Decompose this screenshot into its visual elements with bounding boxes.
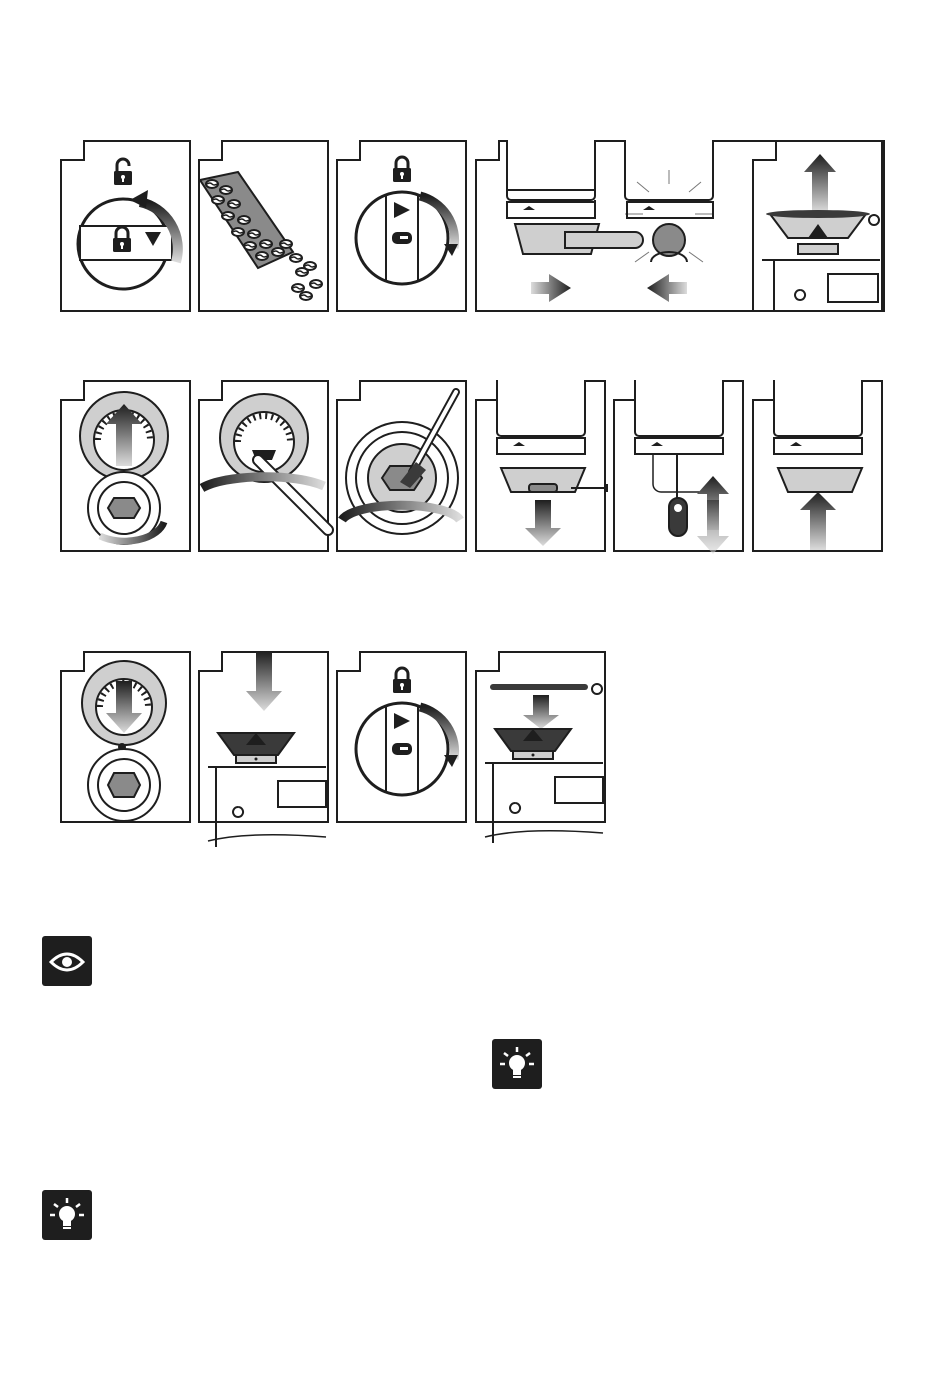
panel-insert-upper-burr: [60, 651, 191, 823]
panel-add-beans: [198, 140, 329, 312]
panel-replace-hopper: [198, 651, 329, 823]
lightbulb-icon: [492, 1039, 542, 1089]
panel-relock-dial: [336, 651, 467, 823]
eye-icon: [42, 936, 92, 986]
panel-replace-chute: [752, 380, 883, 552]
panel-remove-chute: [475, 380, 606, 552]
panel-lift-upper-burr: [60, 380, 191, 552]
panel-replace-lid: [475, 651, 606, 823]
lightbulb-icon: [42, 1190, 92, 1240]
panel-unlock-dial: [60, 140, 191, 312]
panel-clean-chute: [613, 380, 744, 552]
panel-remove-hopper: [752, 140, 883, 312]
panel-lock-dial: [336, 140, 467, 312]
panel-clean-upper-burr: [198, 380, 329, 552]
panel-clean-lower-burr: [336, 380, 467, 552]
